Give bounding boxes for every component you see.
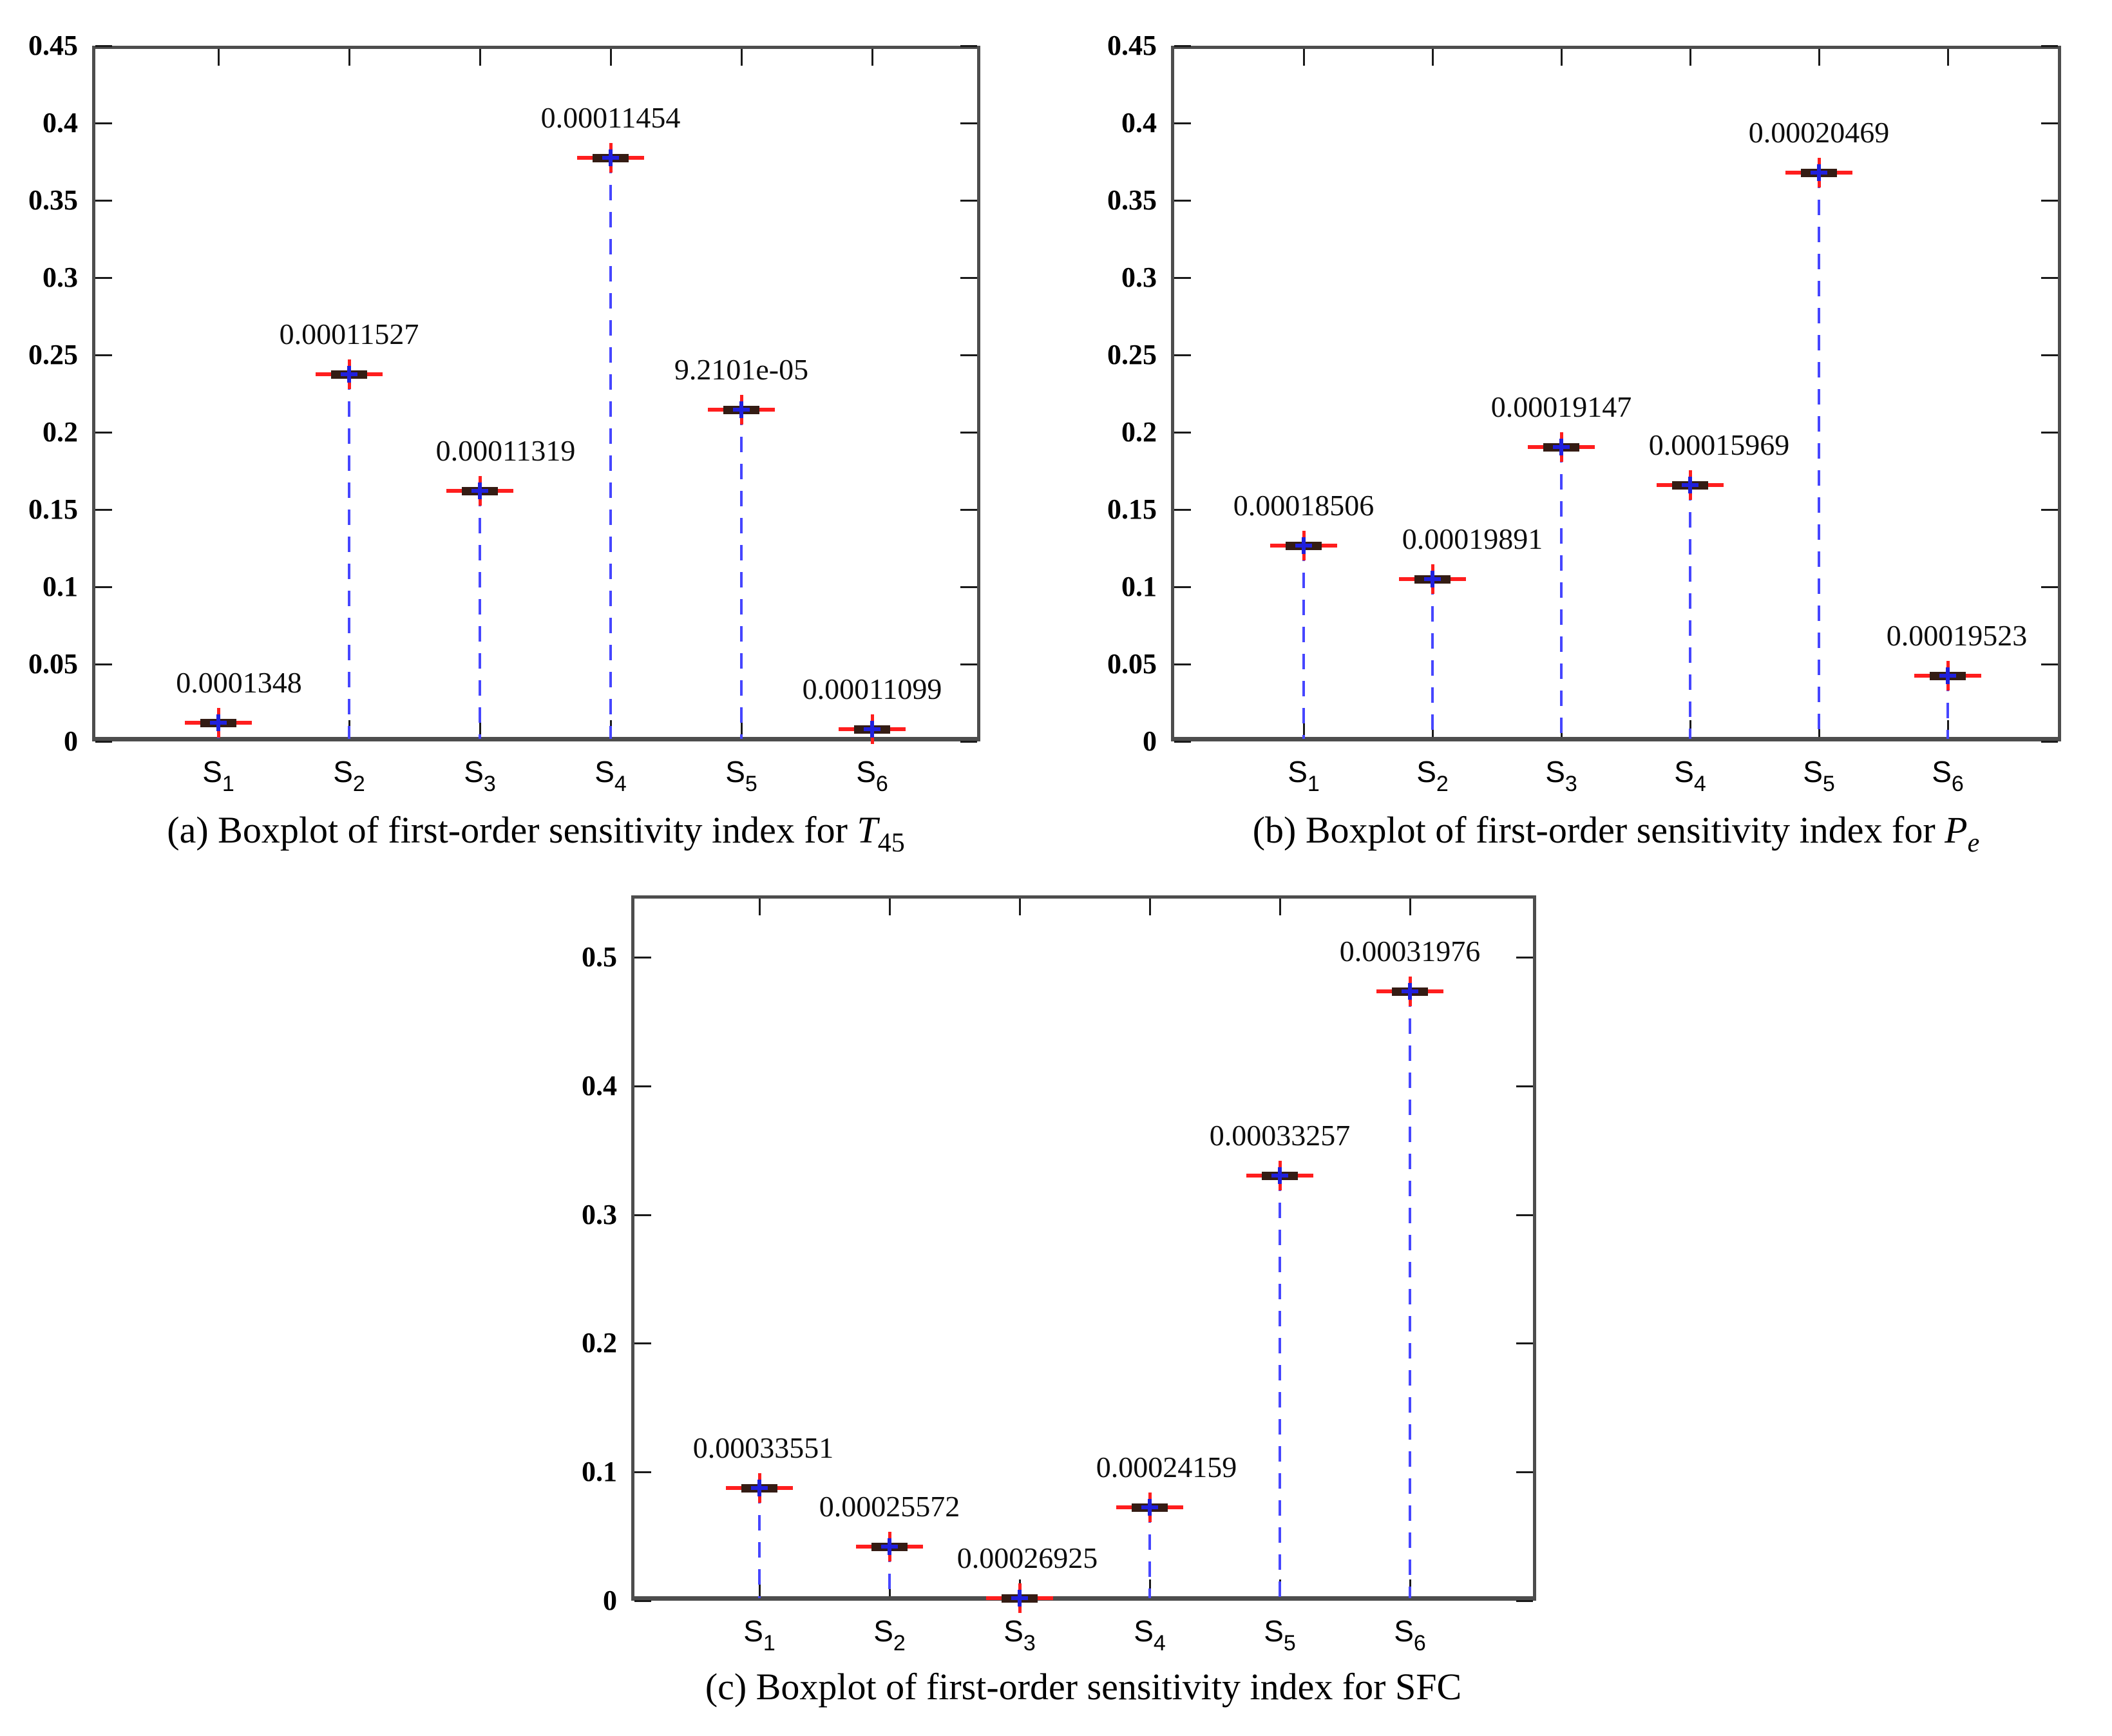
plot-frame	[92, 46, 980, 741]
y-axis-tick-right	[960, 741, 977, 743]
x-category-subscript: 3	[1565, 772, 1577, 796]
y-axis-tick-right	[2041, 122, 2058, 124]
x-category-label	[1004, 1614, 1036, 1655]
x-category-base: S	[464, 755, 484, 788]
y-axis-tick-left	[95, 663, 112, 665]
x-category-base: S	[743, 1614, 763, 1648]
y-axis-tick-right	[960, 122, 977, 124]
x-axis-tick-top	[610, 49, 612, 66]
caption-c-symbol: SFC	[1394, 1666, 1462, 1708]
x-category-base: S	[1803, 755, 1823, 788]
y-tick-label: 0.1	[43, 571, 78, 602]
y-axis-tick-left	[95, 200, 112, 202]
y-tick-label: 0.4	[43, 107, 78, 138]
y-axis-tick-left	[1174, 200, 1191, 202]
x-axis-tick-top	[1149, 899, 1151, 915]
x-category-label	[1932, 755, 1964, 796]
y-tick-label: 0.45	[1107, 30, 1157, 61]
value-annotation: 0.00011527	[279, 318, 419, 350]
x-category-label	[333, 755, 365, 796]
median-marker	[1408, 983, 1412, 1000]
y-tick-label: 0.35	[1107, 184, 1157, 216]
median-marker	[1302, 537, 1306, 554]
y-tick-label: 0.3	[1121, 262, 1157, 293]
caption-a	[167, 809, 905, 858]
x-axis-tick-top	[1432, 49, 1434, 66]
x-category-label	[1134, 1614, 1166, 1655]
x-axis-tick-top	[1279, 899, 1281, 915]
median-marker	[739, 401, 743, 418]
x-category-base: S	[1545, 755, 1565, 788]
stem-line	[1409, 991, 1411, 1598]
median-marker	[1148, 1499, 1152, 1516]
stem-line	[609, 158, 612, 739]
y-axis-tick-left	[95, 354, 112, 356]
y-axis-tick-right	[2041, 586, 2058, 588]
value-annotation: 0.00018506	[1233, 489, 1375, 522]
x-axis-tick-top	[218, 49, 220, 66]
y-axis-tick-right	[2041, 354, 2058, 356]
median-marker	[1278, 1167, 1282, 1184]
value-annotation: 0.00020469	[1748, 115, 1890, 149]
y-axis-tick-right	[1516, 957, 1533, 959]
stem-line	[1818, 173, 1820, 739]
x-axis-tick-top	[1818, 49, 1820, 66]
y-tick-label: 0	[64, 725, 78, 757]
value-annotation: 0.00031976	[1339, 934, 1481, 968]
y-axis-tick-left	[634, 957, 651, 959]
y-axis-tick-left	[634, 1342, 651, 1344]
x-category-base: S	[1134, 1614, 1154, 1648]
x-category-subscript: 5	[1822, 772, 1835, 796]
x-category-label	[1674, 755, 1706, 796]
x-category-subscript: 1	[1307, 772, 1320, 796]
x-category-base: S	[202, 755, 222, 788]
value-annotation: 0.00015969	[1648, 428, 1790, 461]
x-category-subscript: 5	[1283, 1631, 1296, 1655]
y-axis-tick-left	[95, 432, 112, 434]
y-axis-tick-left	[634, 1214, 651, 1216]
y-axis-tick-right	[1516, 1214, 1533, 1216]
value-annotation: 0.0001348	[176, 666, 302, 700]
value-annotation: 0.00011099	[802, 672, 942, 705]
plot-frame	[631, 895, 1536, 1601]
y-tick-label: 0.1	[582, 1456, 617, 1488]
value-annotation: 0.00019147	[1490, 390, 1632, 423]
x-category-subscript: 2	[352, 772, 365, 796]
y-axis-tick-left	[1174, 741, 1191, 743]
x-category-label	[1803, 755, 1835, 796]
median-marker	[757, 1480, 761, 1496]
x-category-base: S	[1416, 755, 1436, 788]
median-marker	[478, 482, 482, 499]
x-axis-tick-top	[1561, 49, 1563, 66]
y-axis-tick-right	[960, 432, 977, 434]
y-axis-tick-left	[95, 122, 112, 124]
stem-line	[1279, 1176, 1281, 1598]
y-axis-tick-right	[960, 200, 977, 202]
x-category-label	[1264, 1614, 1296, 1655]
x-category-base: S	[1264, 1614, 1284, 1648]
y-axis-tick-right	[960, 663, 977, 665]
y-axis-tick-left	[1174, 432, 1191, 434]
x-category-label	[1394, 1614, 1426, 1655]
y-axis-tick-right	[960, 354, 977, 356]
y-axis-tick-left	[1174, 509, 1191, 511]
value-annotation: 0.00033257	[1209, 1118, 1351, 1152]
value-annotation: 0.00019891	[1402, 522, 1543, 555]
x-category-base: S	[595, 755, 614, 788]
y-axis-tick-left	[1174, 354, 1191, 356]
y-axis-tick-right	[1516, 1085, 1533, 1087]
x-axis-tick-top	[871, 49, 873, 66]
y-axis-tick-left	[1174, 663, 1191, 665]
median-marker	[870, 721, 874, 738]
caption-b-text: (b) Boxplot of first-order sensitivity index for	[1252, 809, 1945, 851]
y-tick-label: 0.4	[582, 1069, 617, 1102]
median-marker	[1946, 667, 1950, 684]
y-tick-label: 0.2	[582, 1327, 617, 1359]
value-annotation: 0.00033551	[692, 1431, 834, 1465]
x-category-subscript: 4	[1153, 1631, 1166, 1655]
value-annotation: 0.00025572	[819, 1490, 960, 1523]
x-axis-tick-top	[1019, 899, 1021, 915]
x-category-subscript: 6	[1413, 1631, 1426, 1655]
y-axis-tick-left	[95, 509, 112, 511]
x-category-label	[1416, 755, 1449, 796]
stem-line	[479, 491, 481, 739]
y-axis-tick-left	[1174, 45, 1191, 47]
x-category-subscript: 1	[763, 1631, 775, 1655]
value-annotation: 0.00024159	[1096, 1451, 1237, 1484]
x-category-base: S	[1288, 755, 1308, 788]
x-category-base: S	[1394, 1614, 1414, 1648]
value-annotation: 0.00011454	[540, 101, 681, 134]
x-category-subscript: 6	[875, 772, 888, 796]
y-axis-tick-right	[960, 277, 977, 279]
caption-b	[1252, 809, 1980, 858]
x-category-subscript: 3	[1023, 1631, 1036, 1655]
x-category-subscript: 3	[483, 772, 496, 796]
caption-c-text: (c) Boxplot of first-order sensitivity index for	[705, 1666, 1395, 1708]
y-tick-label: 0.4	[1121, 107, 1157, 138]
x-category-label	[1288, 755, 1320, 796]
caption-a-subscript: 45	[877, 828, 905, 858]
y-tick-label: 0.2	[1121, 416, 1157, 448]
stem-line	[348, 374, 350, 739]
y-tick-label: 0.5	[582, 940, 617, 973]
x-category-subscript: 2	[893, 1631, 906, 1655]
x-category-base: S	[725, 755, 745, 788]
value-annotation: 0.00019523	[1886, 619, 2028, 652]
y-tick-label: 0.15	[28, 493, 78, 525]
x-axis-tick-top	[1689, 49, 1691, 66]
median-marker	[609, 149, 613, 166]
caption-b-symbol: P	[1945, 809, 1968, 851]
y-tick-label: 0.25	[1107, 339, 1157, 370]
value-annotation: 0.00026925	[956, 1541, 1098, 1574]
x-axis-tick-top	[1303, 49, 1305, 66]
y-axis-tick-left	[1174, 277, 1191, 279]
median-marker	[1688, 477, 1692, 493]
x-category-subscript: 2	[1436, 772, 1449, 796]
caption-b-subscript: e	[1967, 828, 1980, 858]
y-axis-tick-right	[1516, 1600, 1533, 1602]
x-category-label	[856, 755, 888, 796]
y-tick-label: 0	[1143, 725, 1157, 757]
x-category-base: S	[1932, 755, 1952, 788]
x-axis-tick-top	[348, 49, 350, 66]
y-tick-label: 0.15	[1107, 493, 1157, 525]
x-axis-tick-top	[759, 899, 761, 915]
y-axis-tick-right	[2041, 741, 2058, 743]
x-category-label	[725, 755, 757, 796]
stem-line	[1302, 546, 1305, 739]
y-axis-tick-right	[2041, 663, 2058, 665]
x-category-label	[202, 755, 234, 796]
y-axis-tick-left	[634, 1085, 651, 1087]
y-axis-tick-left	[95, 45, 112, 47]
stem-line	[758, 1488, 761, 1598]
x-category-subscript: 1	[222, 772, 234, 796]
x-category-subscript: 6	[1951, 772, 1964, 796]
x-category-label	[595, 755, 627, 796]
x-category-label	[743, 1614, 775, 1655]
x-category-subscript: 4	[614, 772, 627, 796]
median-marker	[216, 714, 220, 731]
median-marker	[1018, 1590, 1022, 1607]
x-category-label	[464, 755, 496, 796]
y-axis-tick-left	[95, 741, 112, 743]
y-axis-tick-right	[960, 509, 977, 511]
median-marker	[888, 1538, 891, 1555]
y-tick-label: 0.2	[43, 416, 78, 448]
y-tick-label: 0	[603, 1585, 617, 1616]
y-tick-label: 0.25	[28, 339, 78, 370]
y-tick-label: 0.45	[28, 30, 78, 61]
y-axis-tick-right	[1516, 1342, 1533, 1344]
median-marker	[1559, 439, 1563, 455]
x-category-base: S	[1004, 1614, 1023, 1648]
value-annotation: 0.00011319	[435, 434, 576, 468]
x-axis-tick-top	[479, 49, 481, 66]
stem-line	[1560, 447, 1563, 739]
x-category-base: S	[873, 1614, 893, 1648]
x-category-subscript: 5	[745, 772, 757, 796]
x-category-base: S	[1674, 755, 1694, 788]
y-axis-tick-right	[2041, 432, 2058, 434]
stem-line	[740, 410, 743, 739]
y-tick-label: 0.1	[1121, 571, 1157, 602]
x-axis-tick-top	[1409, 899, 1411, 915]
y-axis-tick-left	[95, 277, 112, 279]
y-tick-label: 0.05	[1107, 648, 1157, 680]
x-category-base: S	[333, 755, 353, 788]
median-marker	[1431, 571, 1434, 587]
median-marker	[1817, 164, 1821, 181]
x-category-subscript: 4	[1693, 772, 1706, 796]
y-axis-tick-right	[2041, 45, 2058, 47]
y-tick-label: 0.3	[43, 262, 78, 293]
stem-line	[1689, 485, 1691, 739]
x-axis-tick-top	[889, 899, 891, 915]
y-axis-tick-right	[960, 586, 977, 588]
y-axis-tick-left	[634, 1471, 651, 1473]
y-axis-tick-left	[1174, 586, 1191, 588]
caption-c	[705, 1666, 1461, 1708]
y-axis-tick-right	[1516, 1471, 1533, 1473]
x-category-label	[873, 1614, 906, 1655]
y-axis-tick-left	[1174, 122, 1191, 124]
y-tick-label: 0.3	[582, 1198, 617, 1230]
y-axis-tick-right	[2041, 277, 2058, 279]
x-axis-tick-top	[1947, 49, 1949, 66]
x-category-base: S	[856, 755, 876, 788]
y-tick-label: 0.35	[28, 184, 78, 216]
x-category-label	[1545, 755, 1577, 796]
y-tick-label: 0.05	[28, 648, 78, 680]
caption-a-symbol: T	[857, 809, 878, 851]
caption-a-text: (a) Boxplot of first-order sensitivity index for	[167, 809, 857, 851]
y-axis-tick-left	[634, 1600, 651, 1602]
median-marker	[347, 366, 351, 383]
y-axis-tick-right	[2041, 200, 2058, 202]
y-axis-tick-right	[960, 45, 977, 47]
y-axis-tick-left	[95, 586, 112, 588]
value-annotation: 9.2101e-05	[674, 353, 809, 386]
stem-line	[1431, 579, 1434, 739]
x-axis-tick-top	[741, 49, 743, 66]
y-axis-tick-right	[2041, 509, 2058, 511]
